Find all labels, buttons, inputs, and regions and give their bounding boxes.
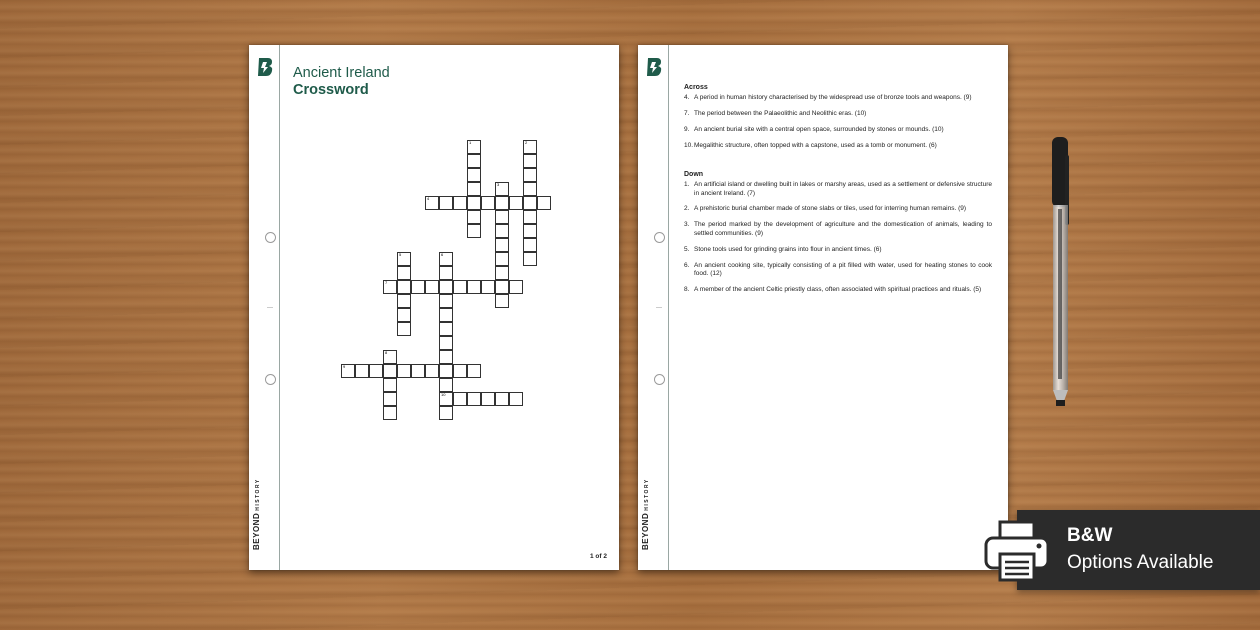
clue-text: An artificial island or dwelling built in lakes or marshy areas, used as a settlement or defensive structure in ancient Ireland. (7) <box>694 180 992 197</box>
crossword-cell <box>495 266 509 280</box>
crossword-cell <box>467 392 481 406</box>
crossword-cell <box>397 322 411 336</box>
crossword-cell <box>439 364 453 378</box>
clue-number: 3. <box>684 221 690 229</box>
crossword-cell <box>411 364 425 378</box>
crossword-cell <box>495 392 509 406</box>
crossword-cell <box>467 364 481 378</box>
crossword-cell <box>467 196 481 210</box>
clue-number: 5. <box>684 245 690 253</box>
crossword-cell <box>369 364 383 378</box>
bw-options-banner <box>1017 510 1260 590</box>
crossword-cell <box>397 364 411 378</box>
printer-icon <box>982 518 1052 584</box>
clue-number-label: 1 <box>469 140 472 145</box>
worksheet-page-1 <box>249 45 619 570</box>
crossword-cell <box>467 182 481 196</box>
crossword-cell <box>439 266 453 280</box>
clue-number: 2. <box>684 205 690 213</box>
crossword-cell <box>495 280 509 294</box>
page-subtitle: Crossword <box>293 82 369 98</box>
crossword-cell <box>439 350 453 364</box>
down-clues <box>684 181 992 295</box>
crossword-cell <box>397 280 411 294</box>
crossword-cell <box>509 392 523 406</box>
down-clue <box>684 262 992 280</box>
crossword-cell <box>341 364 355 378</box>
crossword-cell <box>481 196 495 210</box>
crossword-cell <box>383 364 397 378</box>
across-clue <box>684 142 992 151</box>
clue-number-label: 7 <box>385 280 388 285</box>
crossword-cell <box>453 392 467 406</box>
clue-text: An ancient burial site with a central open space, surrounded by stones or mounds. (10) <box>694 125 944 133</box>
crossword-cell <box>397 252 411 266</box>
brand-wordmark: BEYONDHISTORY <box>252 478 261 550</box>
clue-text: A member of the ancient Celtic priestly class, often associated with spiritual practices and rituals. (5) <box>694 286 982 294</box>
crossword-cell <box>467 154 481 168</box>
clue-number: 10. <box>684 141 694 149</box>
crossword-cell <box>495 238 509 252</box>
crossword-cell <box>523 196 537 210</box>
clue-number: 8. <box>684 286 690 294</box>
clue-text: The period marked by the development of agriculture and the domestication of animals, leading to settled communities. (9) <box>694 221 992 237</box>
worksheet-page-2 <box>638 45 1008 570</box>
crossword-cell <box>523 238 537 252</box>
crossword-cell <box>397 266 411 280</box>
crossword-cell <box>439 378 453 392</box>
clue-list <box>684 83 992 302</box>
crossword-cell <box>523 252 537 266</box>
across-clue <box>684 110 992 119</box>
down-clue <box>684 221 992 239</box>
fold-tick <box>656 307 662 308</box>
crossword-cell <box>383 378 397 392</box>
clue-number: 1. <box>684 180 690 188</box>
clue-text: A prehistoric burial chamber made of stone slabs or tiles, used for interring human remains. (9) <box>694 205 967 213</box>
page-number: 1 of 2 <box>590 553 607 560</box>
crossword-cell <box>509 196 523 210</box>
clue-number-label: 10 <box>441 392 446 397</box>
crossword-cell <box>481 280 495 294</box>
crossword-cell <box>495 224 509 238</box>
clue-text: Stone tools used for grinding grains into flour in ancient times. (6) <box>694 245 882 253</box>
beyond-logo-icon <box>646 57 662 77</box>
crossword-cell <box>495 252 509 266</box>
crossword-cell <box>467 280 481 294</box>
crossword-cell <box>439 196 453 210</box>
crossword-cell <box>453 196 467 210</box>
crossword-cell <box>383 406 397 420</box>
crossword-cell <box>495 182 509 196</box>
crossword-cell <box>467 224 481 238</box>
clue-text: Megalithic structure, often topped with a capstone, used as a tomb or monument. (6) <box>694 141 937 149</box>
across-clue <box>684 94 992 103</box>
crossword-cell <box>453 364 467 378</box>
crossword-cell <box>439 322 453 336</box>
crossword-cell <box>537 196 551 210</box>
crossword-cell <box>523 182 537 196</box>
clue-number: 7. <box>684 110 690 118</box>
across-clue <box>684 126 992 135</box>
clue-number: 4. <box>684 94 690 102</box>
clue-number-label: 5 <box>399 252 402 257</box>
clue-text: An ancient cooking site, typically consisting of a pit filled with water, used for heating stones to cook food. (12) <box>694 261 992 278</box>
crossword-cell <box>439 336 453 350</box>
down-clue <box>684 205 992 214</box>
crossword-cell <box>439 406 453 420</box>
clue-number: 9. <box>684 125 690 133</box>
clue-number-label: 4 <box>427 196 430 201</box>
clue-text: The period between the Palaeolithic and Neolithic eras. (10) <box>694 110 867 118</box>
crossword-cell <box>425 364 439 378</box>
crossword-cell <box>425 280 439 294</box>
crossword-cell <box>495 210 509 224</box>
banner-subtitle: Options Available <box>1067 552 1214 573</box>
punch-hole <box>654 374 665 385</box>
crossword-cell <box>467 140 481 154</box>
page-title: Ancient Ireland <box>293 65 390 81</box>
across-clues <box>684 94 992 150</box>
clue-number-label: 8 <box>385 350 388 355</box>
crossword-grid <box>249 45 619 570</box>
crossword-cell <box>523 224 537 238</box>
crossword-cell <box>467 210 481 224</box>
margin-line <box>668 45 669 570</box>
crossword-cell <box>481 392 495 406</box>
crossword-cell <box>523 140 537 154</box>
crossword-cell <box>453 280 467 294</box>
crossword-cell <box>439 308 453 322</box>
crossword-cell <box>355 364 369 378</box>
crossword-cell <box>411 280 425 294</box>
punch-hole <box>654 232 665 243</box>
brand-wordmark: BEYONDHISTORY <box>641 478 650 550</box>
crossword-cell <box>523 210 537 224</box>
crossword-cell <box>523 168 537 182</box>
down-heading: Down <box>684 170 704 178</box>
crossword-cell <box>439 252 453 266</box>
crossword-cell <box>397 308 411 322</box>
crossword-cell <box>439 294 453 308</box>
crossword-cell <box>439 392 453 406</box>
crossword-cell <box>495 196 509 210</box>
clue-number-label: 3 <box>497 182 500 187</box>
crossword-cell <box>509 280 523 294</box>
crossword-cell <box>383 392 397 406</box>
clue-number-label: 2 <box>525 140 528 145</box>
crossword-cell <box>523 154 537 168</box>
crossword-cell <box>383 280 397 294</box>
clue-text: A period in human history characterised by the widespread use of bronze tools and weapons. (9) <box>694 94 972 102</box>
down-clue <box>684 246 992 255</box>
crossword-cell <box>439 280 453 294</box>
down-clue <box>684 181 992 199</box>
crossword-cell <box>425 196 439 210</box>
crossword-cell <box>495 294 509 308</box>
crossword-cell <box>383 350 397 364</box>
clue-number-label: 6 <box>441 252 444 257</box>
crossword-cell <box>397 294 411 308</box>
banner-title: B&W <box>1067 525 1113 546</box>
clue-number: 6. <box>684 261 690 269</box>
down-clue <box>684 286 992 295</box>
clue-number-label: 9 <box>343 364 346 369</box>
crossword-cell <box>467 168 481 182</box>
across-heading: Across <box>684 84 708 91</box>
pen-illustration <box>1046 135 1076 410</box>
